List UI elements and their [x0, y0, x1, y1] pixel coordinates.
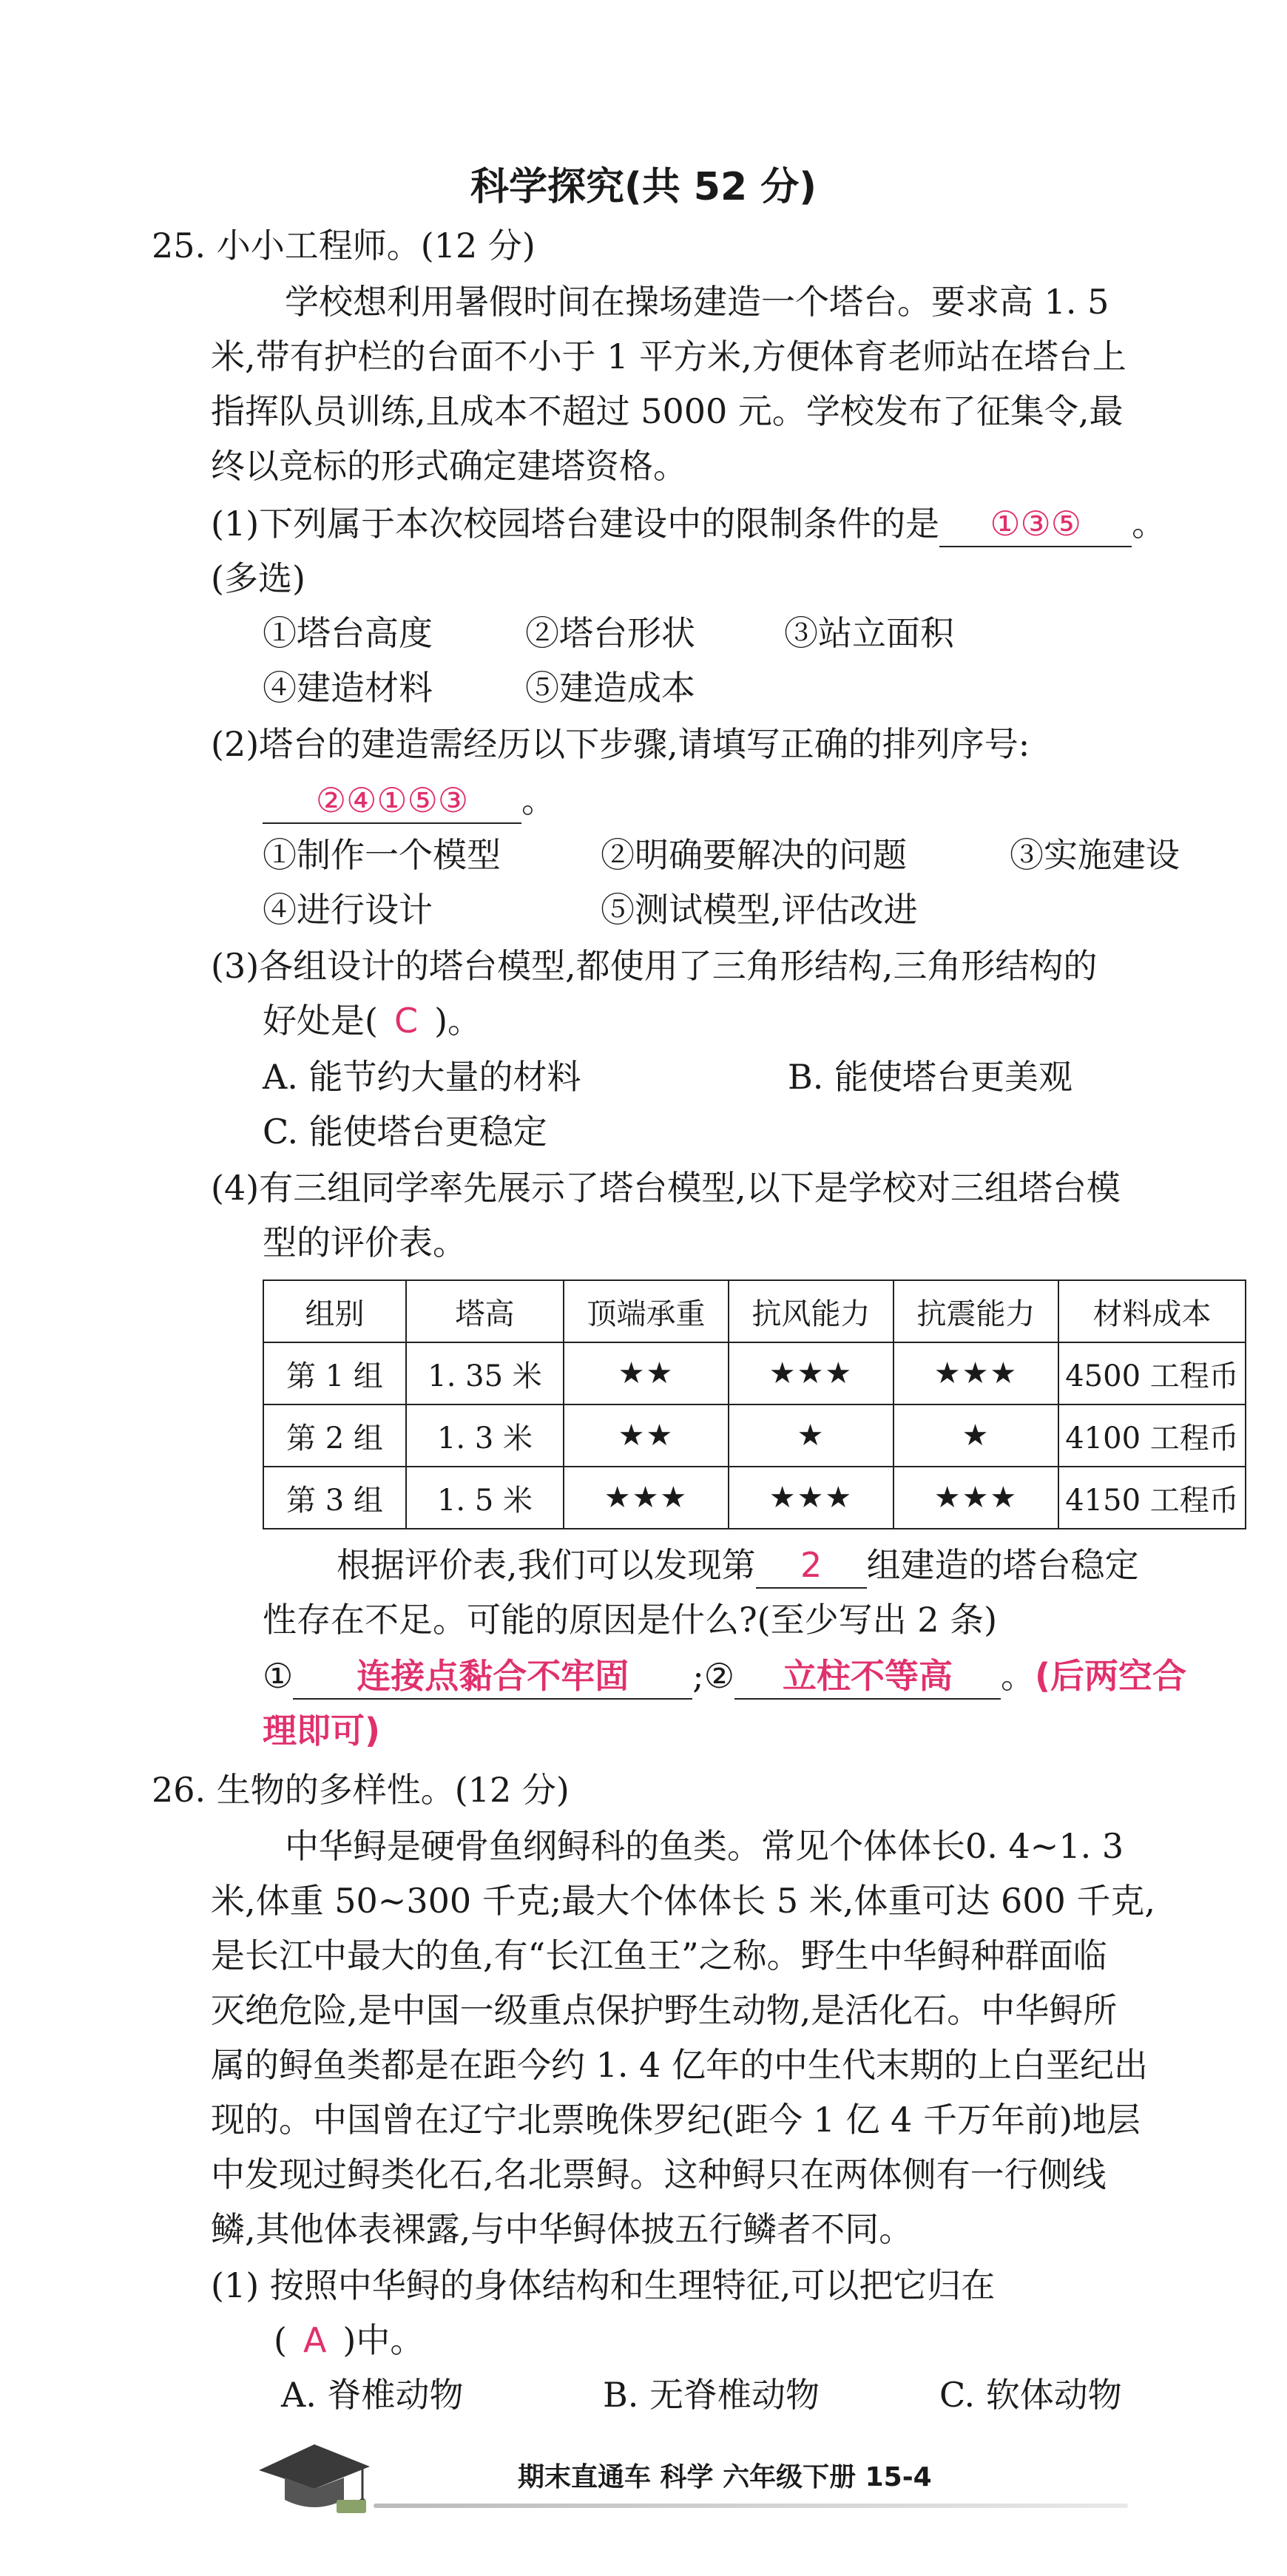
- q25-after-table-pre: 根据评价表,我们可以发现第: [337, 1545, 756, 1585]
- q25-part1-option: ③站立面积: [784, 613, 954, 653]
- q25-part2-option: ②明确要解决的问题: [601, 835, 907, 875]
- rating-stars: ★★: [564, 1404, 729, 1467]
- q25-group-blank: [756, 1543, 867, 1589]
- q25-part1-answer: ①③⑤: [990, 504, 1082, 544]
- table-header-cell: 材料成本: [1058, 1280, 1246, 1342]
- q25-part3-option: A. 能节约大量的材料: [263, 1057, 581, 1097]
- q26-part1-option: B. 无脊椎动物: [603, 2375, 820, 2415]
- q25-para-line: 指挥队员训练,且成本不超过 5000 元。学校发布了征集令,最: [211, 391, 1124, 431]
- q26-part1-text: (1) 按照中华鲟的身体结构和生理特征,可以把它归在: [211, 2265, 996, 2305]
- table-cell: 1. 35 米: [406, 1342, 564, 1404]
- q26-heading: 26. 生物的多样性。(12 分): [152, 1770, 570, 1810]
- q25-part3-option: C. 能使塔台更稳定: [263, 1112, 547, 1152]
- footer-divider: [374, 2504, 1128, 2508]
- q25-reason-end: 。: [1001, 1656, 1035, 1696]
- rating-stars: ★★★: [729, 1342, 894, 1404]
- table-row: [263, 1342, 1246, 1404]
- q26-part1-option: A. 脊椎动物: [281, 2375, 464, 2415]
- q25-reason-blank-1: [293, 1654, 692, 1700]
- q26-part1-pre: (: [274, 2320, 287, 2360]
- table-header-cell: 塔高: [406, 1280, 564, 1342]
- q26-para-line: 鳞,其他体表裸露,与中华鲟体披五行鳞者不同。: [211, 2209, 913, 2249]
- rating-stars: ★★★: [729, 1467, 894, 1529]
- q25-reason-answer-2: 立柱不等高: [783, 1656, 953, 1696]
- q25-para-line: 终以竞标的形式确定建塔资格。: [211, 446, 687, 486]
- q25-part1-blank: [939, 501, 1132, 547]
- q25-para-line: 米,带有护栏的台面不小于 1 平方米,方便体育老师站在塔台上: [211, 337, 1126, 376]
- q25-part2-option: ①制作一个模型: [263, 835, 501, 875]
- table-header-cell: 抗震能力: [894, 1280, 1058, 1342]
- q26-para-line: 中华鲟是硬骨鱼纲鲟科的鱼类。常见个体体长0. 4~1. 3: [285, 1826, 1124, 1866]
- q25-reason-sep: ;②: [692, 1656, 734, 1696]
- table-cell: 1. 5 米: [406, 1467, 564, 1529]
- rating-stars: ★★: [564, 1342, 729, 1404]
- section-title: 科学探究(共 52 分): [470, 165, 817, 209]
- evaluation-table: [263, 1279, 1246, 1529]
- q25-part2-option: ③实施建设: [1010, 835, 1180, 875]
- q25-reason-note-cont: [263, 1708, 380, 1753]
- q25-reason-answer-1: 连接点黏合不牢固: [357, 1656, 629, 1696]
- q25-reason-blank-2: [734, 1654, 1001, 1700]
- footer-text: 期末直通车 科学 六年级下册 15-4: [518, 2462, 932, 2492]
- q25-reasons-line: [263, 1654, 1186, 1700]
- q25-part1-option: ⑤建造成本: [525, 668, 695, 708]
- table-cell: 第 2 组: [263, 1404, 406, 1467]
- q25-part1-text: (1)下列属于本次校园塔台建设中的限制条件的是: [211, 504, 940, 544]
- q25-part3-post: )。: [434, 1001, 482, 1041]
- q25-part1-option: ①塔台高度: [263, 613, 433, 653]
- q26-part1-option: C. 软体动物: [939, 2375, 1122, 2415]
- q25-group-answer: 2: [800, 1545, 822, 1585]
- q26-para-line: 中发现过鲟类化石,名北票鲟。这种鲟只在两体侧有一行侧线: [211, 2154, 1107, 2194]
- table-cell: 4150 工程币: [1058, 1467, 1246, 1529]
- q25-heading: 25. 小小工程师。(12 分): [152, 226, 536, 266]
- q25-part3-pre: 好处是(: [263, 1001, 378, 1041]
- table-cell: 1. 3 米: [406, 1404, 564, 1467]
- q25-part1: [211, 501, 1166, 547]
- q25-part1-option: ②塔台形状: [525, 613, 695, 653]
- q25-part2-option: ⑤测试模型,评估改进: [601, 890, 918, 930]
- q26-part1-choice-line: [274, 2318, 424, 2362]
- q25-part3-choice-line: [263, 998, 482, 1043]
- q25-part1-end: 。: [1132, 504, 1166, 544]
- q26-part1-answer: A: [303, 2320, 327, 2360]
- q25-part2-blank-line: [263, 778, 555, 824]
- table-row: [263, 1404, 1246, 1467]
- q25-part3-answer: C: [393, 1001, 419, 1041]
- q25-para-line: 学校想利用暑假时间在操场建造一个塔台。要求高 1. 5: [285, 282, 1109, 322]
- q25-after-table-post: 组建造的塔台稳定: [866, 1545, 1139, 1585]
- q25-part1-option: ④建造材料: [263, 668, 433, 708]
- q26-para-line: 米,体重 50~300 千克;最大个体体长 5 米,体重可达 600 千克,: [211, 1881, 1156, 1921]
- q25-part3-text: (3)各组设计的塔台模型,都使用了三角形结构,三角形结构的: [211, 946, 1098, 986]
- q25-part2-blank: [263, 778, 521, 824]
- table-header-cell: 抗风能力: [729, 1280, 894, 1342]
- table-row: [263, 1467, 1246, 1529]
- q26-para-line: 属的鲟鱼类都是在距今约 1. 4 亿年的中生代末期的上白垩纪出: [211, 2045, 1149, 2085]
- q26-para-line: 现的。中国曾在辽宁北票晚侏罗纪(距今 1 亿 4 千万年前)地层: [211, 2100, 1141, 2140]
- table-header-row: [263, 1280, 1246, 1342]
- q25-reason-label: ①: [263, 1656, 294, 1696]
- table-header-cell: 顶端承重: [564, 1280, 729, 1342]
- q25-part1-note: (多选): [211, 558, 305, 598]
- q25-after-table-line2: 性存在不足。可能的原因是什么?(至少写出 2 条): [263, 1600, 998, 1640]
- rating-stars: ★★★: [894, 1467, 1058, 1529]
- table-cell: 第 1 组: [263, 1342, 406, 1404]
- rating-stars: ★: [729, 1404, 894, 1467]
- rating-stars: ★★★: [894, 1342, 1058, 1404]
- table-cell: 4100 工程币: [1058, 1404, 1246, 1467]
- q25-part3-option: B. 能使塔台更美观: [788, 1057, 1073, 1097]
- q25-reason-note: (后两空合: [1035, 1656, 1187, 1696]
- q26-para-line: 灭绝危险,是中国一级重点保护野生动物,是活化石。中华鲟所: [211, 1990, 1118, 2030]
- table-cell: 第 3 组: [263, 1467, 406, 1529]
- q25-part4-text: (4)有三组同学率先展示了塔台模型,以下是学校对三组塔台模: [211, 1168, 1121, 1208]
- q26-para-line: 是长江中最大的鱼,有“长江鱼王”之称。野生中华鲟种群面临: [211, 1936, 1107, 1975]
- rating-stars: ★: [894, 1404, 1058, 1467]
- graduation-cap-icon: [244, 2430, 377, 2518]
- q25-part2-option: ④进行设计: [263, 890, 433, 930]
- q25-part2-answer: ②④①⑤③: [315, 780, 469, 820]
- rating-stars: ★★★: [564, 1467, 729, 1529]
- q26-part1-post: )中。: [342, 2320, 425, 2360]
- table-cell: 4500 工程币: [1058, 1342, 1246, 1404]
- q25-part2-end: 。: [521, 780, 555, 820]
- q25-after-table: [337, 1543, 1139, 1589]
- table-header-cell: 组别: [263, 1280, 406, 1342]
- q25-reason-note-2: 理即可): [263, 1711, 381, 1751]
- q25-part2-text: (2)塔台的建造需经历以下步骤,请填写正确的排列序号:: [211, 724, 1030, 764]
- q25-part4-text2: 型的评价表。: [263, 1223, 467, 1262]
